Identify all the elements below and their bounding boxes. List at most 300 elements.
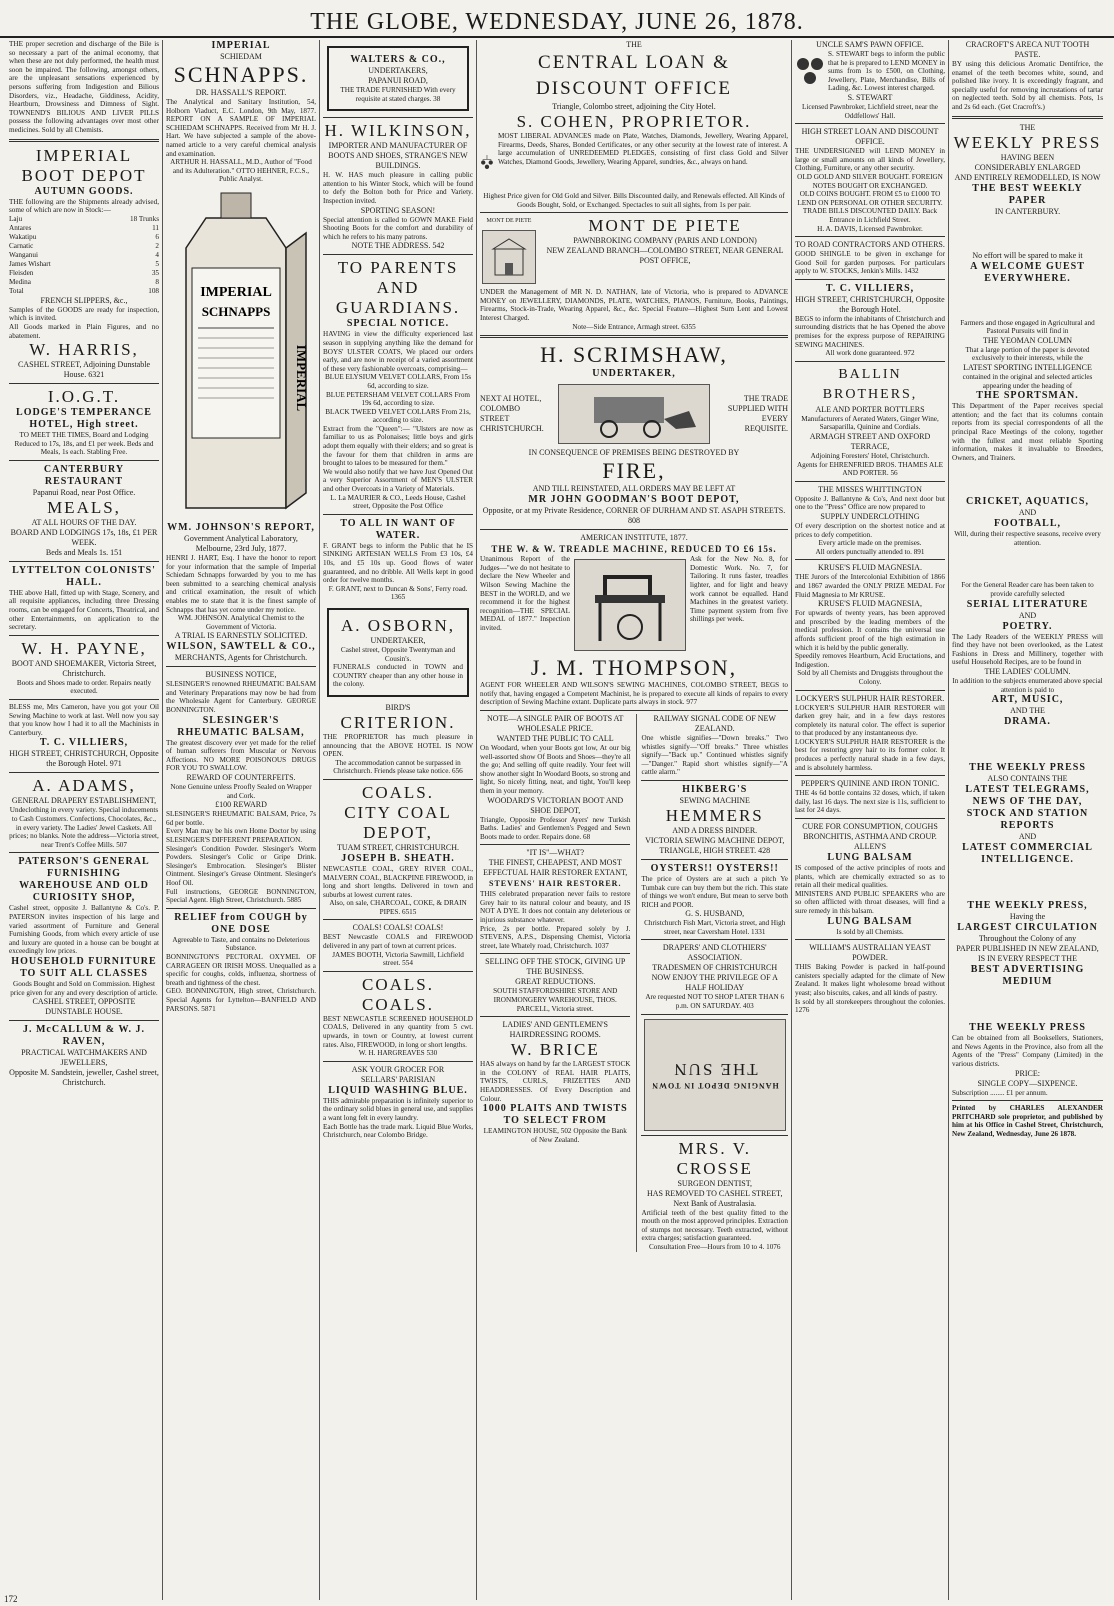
is-it-heading: "IT IS"—WHAT?: [526, 848, 585, 858]
lodge-text: TO MEET THE TIMES, Board and Lodging Reduced to 17s, 18s, and £1 per week. Beds and Meals, 1s each. Stabling Free.: [14, 431, 154, 457]
central-address: Triangle, Colombo street, adjoining the City Hotel.: [552, 102, 716, 111]
mccallum-sub: PRACTICAL WATCHMAKERS AND JEWELLERS,: [21, 1048, 147, 1068]
scrimshaw-sub: UNDERTAKER,: [592, 368, 676, 380]
ballin-heading: BALLIN BROTHERS,: [822, 366, 918, 402]
boot-depot-heading: BOOT DEPOT: [21, 165, 147, 185]
art-music: ART, MUSIC,: [991, 694, 1064, 706]
goodman-heading: MR JOHN GOODMAN'S BOOT DEPOT,: [528, 494, 740, 506]
and-text-3: AND: [1018, 832, 1037, 842]
stock-row: Laju 18 Trunks: [9, 214, 159, 223]
mccallum-heading: J. McCALLUM & W. J. RAVEN,: [22, 1024, 146, 1048]
lung-text: IS composed of the active principles of roots and plants, which are chemically extracted so as to retain all their medical qualities.: [795, 864, 945, 890]
pepper-text: THE 4s 6d bottle contains 32 doses, which, if taken daily, last 16 days. The next size is 11s, sufficient to last for 24 days.: [795, 789, 945, 815]
walters-undertakers: UNDERTAKERS,: [368, 66, 428, 75]
villiers-text-2: BEGS to inform the inhabitants of Christchurch and surrounding districts that he has Opened the above premises for the express purpose of REPAIRING SEWING MACHINES.: [795, 314, 945, 349]
stock-row: Antares 11: [9, 223, 159, 232]
speedily-text: Speedily removes Heartburn, Acid Eructations, and Indigestion.: [795, 652, 945, 669]
stewart-text: S. STEWART begs to inform the public that he is prepared to LEND MONEY in sums from 1s to £500, on Clothing, Jewellery, Plate, Merchandise, Bills of Lading, &c. Lowest interest charged.: [828, 50, 945, 93]
column-7: [949, 40, 1106, 1600]
central-the: THE: [626, 40, 642, 49]
payne-heading: W. H. PAYNE,: [21, 638, 147, 658]
payne-text: Boots and Shoes made to order. Repairs neatly executed.: [16, 678, 152, 696]
hargreaves-sig: W. H. HARGREAVES 530: [358, 1049, 438, 1058]
lockyer-heading: LOCKYER'S SULPHUR HAIR RESTORER.: [795, 693, 945, 703]
thompson-text: AGENT FOR WHEELER AND WILSON'S SEWING MACHINES, COLOMBO STREET, BEGS to notify that, having engaged a Competent Machinist, he is prepared to execute all kinds of repairs to every description of Sewing Machine extant. Duplicate parts always in stock. 977: [480, 681, 788, 707]
liquid-text: THIS admirable preparation is infinitely superior to the ordinary solid blues in general use, and supplies a want long felt in every laundry.: [323, 1096, 473, 1122]
cashel-opposite: CASHEL STREET, OPPOSITE DUNSTABLE HOUSE.: [32, 997, 136, 1017]
stevens-signature: Price, 2s per bottle. Prepared solely by J. STEVENS, A.P.S., Dispensing Chemist, Victoria street, late Whately road, Christchurch. 1037: [480, 924, 631, 950]
weekly-press-3: THE WEEKLY PRESS,: [967, 900, 1088, 912]
stewart-address: Licensed Pawnbroker, Lichfield street, near the Oddfellows' Hall.: [801, 102, 939, 120]
masthead: THE GLOBE, WEDNESDAY, JUNE 26, 1878.: [0, 0, 1114, 38]
column-3: [320, 40, 477, 1600]
criterion-heading: CRITERION.: [340, 712, 456, 732]
drama-heading: DRAMA.: [1004, 716, 1051, 728]
balsam-price: SLESINGER'S RHEUMATIC BALSAM, Price, 7s 6d per bottle.: [166, 810, 316, 827]
column-5: [636, 714, 788, 1252]
hassall-text: The Analytical and Sanitary Institution, 54, Holborn Viaduct, E.C. London, 9th May, 1877. REPORT ON A SAMPLE OF IMPERIAL SCHIEDAM SCHNAPPS. Received from Mr H. J. Hart. We have subjected a sample of the above-named article to a very careful chemical analysis and examination.: [166, 98, 316, 158]
sold-text: Sold by all Chemists and Druggists throughout the Colony.: [797, 669, 943, 686]
walters-heading: WALTERS & CO.,: [350, 54, 446, 65]
woodard-heading: WOODARD'S VICTORIAN BOOT AND SHOE DEPOT,: [487, 795, 624, 815]
nz-branch: NEW ZEALAND BRANCH—COLOMBO STREET, NEAR GENERAL POST OFFICE,: [546, 246, 784, 266]
pepper-heading: PEPPER'S QUININE AND IRON TONIC.: [800, 779, 940, 789]
townsend-ad: THE proper secretion and discharge of the Bile is so necessary a part of the animal economy, that when these are not duly performed, the health must soon be impaired. The following, amongst others, are the unpleasant sensations experienced by persons suffering from Indigestion and Bilious Disorders, viz., Headache, Giddiness, Acidity, Heartburn, Drowsiness and Dimness of Sight. TOWNEND'S BILIOUS AND LIVER PILLS possess the following advantages over most other medicines. Sold by all Chemists.: [9, 40, 159, 134]
obtained-text: Can be obtained from all Booksellers, Stationers, and News Agents in the Province, also from all the Agents of the "Press" Company (Limited) in the various districts.: [952, 1034, 1103, 1068]
home-doctor: Every Man may be his own Home Doctor by using SLESINGER'S DIFFERENT PREPARATION.: [166, 827, 316, 844]
reward-amount: £100 REWARD: [215, 800, 267, 810]
american-institute: AMERICAN INSTITUTE, 1877.: [580, 533, 688, 543]
throughout-colony: Throughout the Colony of any: [978, 934, 1077, 944]
french-slippers: FRENCH SLIPPERS, &c.,: [40, 295, 128, 305]
hanging-depot: HANGING DEPOT IN TOWN: [650, 1080, 779, 1090]
ballin-text: Manufacturers of Aerated Waters, Ginger Wine, Sarsaparilla, Quinine and Cordials.: [801, 414, 939, 432]
printed-by: Printed by CHARLES ALEXANDER PRITCHARD sole proprietor, and published by him at his Office in Cashel Street, Christchurch, New Zealand, Wednesday, June 26 1878.: [952, 1104, 1103, 1138]
reward-heading: REWARD OF COUNTERFEITS.: [186, 773, 296, 783]
mont-heading: MONT DE PIETE: [588, 216, 742, 236]
serial-literature: SERIAL LITERATURE: [966, 598, 1089, 610]
paterson-heading: PATERSON'S GENERAL FURNISHING WAREHOUSE AND OLD CURIOSITY SHOP,: [18, 856, 150, 904]
lockyer-text: LOCKYER'S SULPHUR HAIR RESTORER will darken grey hair, and in a few days restores completely its natural color. The effect is superior to that produced by any instantaneous dye.: [795, 703, 945, 738]
johnson-heading: WM. JOHNSON'S REPORT,: [167, 521, 315, 533]
grocer-text: ASK YOUR GROCER FOR: [351, 1064, 445, 1074]
shipments-text: THE following are the Shipments already advised, some of which are now in Stock:—: [9, 197, 159, 215]
wilkinson-heading: H. WILKINSON,: [324, 121, 472, 141]
drapers-heading: DRAPERS' AND CLOTHIERS' ASSOCIATION.: [662, 943, 767, 963]
johnson-sub: Government Analytical Laboratory, Melbourne, 23rd July, 1877.: [184, 533, 298, 553]
stevens-heading: STEVENS' HAIR RESTORER.: [489, 879, 622, 889]
road-heading: TO ROAD CONTRACTORS AND OTHERS.: [795, 240, 945, 250]
ministers-text: MINISTERS AND PUBLIC SPEAKERS who are so often afflicted with throat diseases, will find a sure remedy in this balsam.: [795, 889, 945, 915]
treadle-block: [480, 555, 788, 655]
water-heading: TO ALL IN WANT OF WATER.: [340, 517, 456, 541]
sportsman-heading: THE SPORTSMAN.: [976, 390, 1079, 402]
samples-text: Samples of the GOODS are ready for inspection, which is invited.: [9, 305, 159, 323]
davis-sig: H. A. DAVIS, Licensed Pawnbroker.: [817, 224, 923, 233]
remodelled-text: AND ENTIRELY REMODELLED, IS NOW: [954, 172, 1101, 182]
all-orders: All orders punctually attended to. 891: [815, 547, 925, 556]
news-heading: NEWS OF THE DAY,: [972, 796, 1083, 808]
cohen-text: MOST LIBERAL ADVANCES made on Plate, Watches, Diamonds, Jewellery, Wearing Apparel, Firearms, Deeds, Shares, Bonded Certificates, or any other security at the lowest rate of interest. A large accumulation of UNREDEEMED PLEDGES, consisting of first class Gold and Silver Watches, Diamond Goods, Jewellery, Wearing Apparel, sundries, &c., always on hand.: [497, 132, 788, 166]
largest-circulation: LARGEST CIRCULATION: [957, 922, 1098, 934]
central-heading: CENTRAL LOAN & DISCOUNT OFFICE: [536, 52, 732, 99]
pectoral-text: BONNINGTON'S PECTORAL OXYMEL OF CARRAGEEN OR IRISH MOSS. Unequalled as a specific for coughs, colds, influenza, shortness of breath and tightness of the chest.: [166, 952, 316, 987]
osborn-box: [327, 608, 469, 697]
football-text: Will, during their respective seasons, receive every attention.: [954, 530, 1101, 547]
sporting-text: Special attention is called to GOWN MAKE Field Shooting Boots for the comfort and durability of which he refers to his many patrons.: [323, 215, 473, 241]
scrimshaw-next: NEXT AI HOTEL, COLOMBO STREET CHRISTCHURCH.: [480, 394, 544, 434]
lung-text-2: Is sold by all Chemists.: [836, 927, 904, 936]
williams-end: Is sold by all storekeepers throughout the colonies. 1276: [795, 997, 945, 1015]
oysters-text: The price of Oysters are at such a pitch Ye Tumbak cure can buy them but the rich. This state of things we won't endure, But mean to serve both RICH and POOR.: [641, 874, 788, 909]
scrimshaw-heading: H. SCRIMSHAW,: [540, 342, 728, 368]
kruse-text: THE Jurors of the Intercolonial Exhibition of 1866 and 1867 awarded the ONLY PRIZE MEDAL For Fluid Magnesia to Mr KRUSE.: [795, 573, 945, 599]
stock-row: Total 108: [9, 286, 159, 295]
columns: [6, 40, 1108, 1600]
sewing-machine-image: [574, 559, 686, 651]
column-1: [6, 40, 163, 1600]
mont-label: MONT DE PIETE: [486, 218, 532, 225]
brice-heading: W. BRICE: [510, 1040, 600, 1060]
bottle-label-1: IMPERIAL: [200, 284, 272, 300]
bottle-label-2: SCHNAPPS: [201, 303, 271, 319]
stock-row: James Wishart 5: [9, 259, 159, 268]
kruse-heading-2: KRUSE'S FLUID MAGNESIA,: [818, 599, 922, 609]
not-shop: Are requested NOT TO SHOP LATER THAN 6 p.m. ON SATURDAY. 403: [645, 993, 785, 1011]
booth-sig: JAMES BOOTH, Victoria Sawmill, Lichfield street. 554: [332, 950, 464, 968]
blue-collars: BLUE ELYSIUM VELVET COLLARS, From 15s 6d, according to size.: [324, 373, 472, 390]
south-staffordshire: SOUTH STAFFORDSHIRE STORE AND IRONMONGERY WAREHOUSE, THOS. PARCELL, Victoria street.: [493, 987, 618, 1013]
boots-poem: On Woodard, when your Boots got low, At our big well-assorted show Of Boots and Shoes—they're all the go; And selling off quite readily. Your feet will show another sight In Woodard Boots, so strong and light, So nicely fitting, neat, and tight, You'll keep them in your memory.: [480, 743, 631, 795]
mont-address: Note—Side Entrance, Armagh street. 6355: [572, 322, 696, 331]
oysters-heading: OYSTERS!! OYSTERS!!: [650, 862, 779, 874]
liquid-blue: LIQUID WASHING BLUE.: [328, 1084, 468, 1096]
mont-block: [480, 216, 788, 288]
weekly-press-2: THE WEEKLY PRESS: [969, 762, 1086, 774]
goodman-address: Opposite, or at my Private Residence, CORNER OF DURHAM AND ST. ASAPH STREETS. 808: [482, 506, 786, 526]
every-respect: IS IN EVERY RESPECT THE: [978, 954, 1077, 964]
best-coals: BEST Newcastle COALS and FIREWOOD delivered in any part of town at current prices.: [323, 933, 473, 951]
removed-text: HAS REMOVED TO CASHEL STREET, Next Bank of Australasia.: [646, 1188, 783, 1208]
mont-building-image: [482, 230, 536, 284]
hikberg-sewing: SEWING MACHINE: [679, 795, 750, 805]
villiers-address: HIGH STREET, CHRISTCHURCH, Opposite the Borough Hotel. 971: [9, 749, 159, 769]
poetry-heading: POETRY.: [1002, 620, 1053, 632]
surgeon-dentist: SURGEON DENTIST,: [677, 1178, 752, 1188]
husband-address: Christchurch Fish Mart, Victoria street, and High street, near Caversham Hotel. 1331: [644, 919, 786, 936]
coals-heading-2: COALS! COALS! COALS!: [352, 923, 444, 933]
parents-text: HAVING in view the difficulty experienced last season in supplying anything like the demand for BOYS' ULSTER COATS, We placed our orders early, and are now in receipt of a varied assortment of these very fashionable overcoats, comprising—: [323, 330, 473, 373]
sporting-season: SPORTING SEASON!: [360, 205, 436, 215]
yeoman-text: That a large portion of the paper is devoted exclusively to their interests, while the: [965, 345, 1090, 363]
judges-report: Unanimous Report of the Judges—"we do not hesitate to declare the New Wheeler and Wilson Sewing Machine the BEST in the WORLD, and we recommend it for the highest recognition—THE SPECIAL MEDAL of 1877." Inspection invited.: [480, 555, 570, 632]
lodge-heading: LODGE'S TEMPERANCE HOTEL, High street.: [16, 407, 152, 431]
relief-heading: RELIEF from COUGH by ONE DOSE: [174, 911, 308, 935]
wilson-heading: WILSON, SAWTELL & CO.,: [166, 641, 316, 653]
villiers-text: BLESS me, Mrs Cameron, have you got your Oil Sewing Machine to work at last. Well now you say that you know how I had it to all the Machinists in Canterbury.: [9, 703, 159, 737]
business-notice: BUSINESS NOTICE,: [205, 670, 277, 680]
newcastle-coal: NEWCASTLE COAL, GREY RIVER COAL, MALVERN COAL, BLACKPINE FIREWOOD, in long and short lengths. Delivered in town and suburbs at lowest current rates.: [323, 864, 473, 899]
weekly-press-heading: WEEKLY PRESS: [953, 132, 1102, 152]
page-number: 172: [4, 1594, 18, 1604]
ehrenfried-agents: Agents for EHRENFRIED BROS. THAMES ALE AND PORTER. 56: [796, 460, 944, 478]
subscription-text: Subscription ........ £1 per annum.: [952, 1088, 1048, 1097]
armagh-street: ARMAGH STREET AND OXFORD TERRACE,: [809, 432, 931, 452]
consultation-text: Consultation Free—Hours from 10 to 4. 1076: [648, 1243, 781, 1252]
villiers-heading-2: T. C. VILLIERS,: [825, 282, 915, 294]
grant-sig: F. GRANT, next to Duncan & Sons', Ferry road. 1365: [328, 584, 468, 602]
husband-heading: G. S. HUSBAND,: [685, 909, 745, 919]
payne-sub: BOOT AND SHOEMAKER, Victoria Street, Christchurch.: [11, 658, 157, 678]
villiers-heading: T. C. VILLIERS,: [39, 737, 129, 749]
mens-ulsters: We would also notify that we have Just Opened Out a very Superior Assortment of MEN'S ULSTER and other Overcoats in a Variety of Materials.: [323, 467, 473, 494]
villiers-address-2: HIGH STREET, CHRISTCHURCH, Opposite the Borough Hotel.: [795, 294, 945, 314]
hemmers-heading: HEMMERS: [665, 805, 764, 825]
hikberg-heading: HIKBERG'S: [682, 783, 748, 795]
cure-heading: CURE FOR CONSUMPTION, COUGHS BRONCHITIS, ASTHMA AND CROUP.: [802, 822, 938, 842]
wilkinson-text: H. W. HAS much pleasure in calling public attention to his Winter Stock, which will be found to defy the Bolton both for Price and Variety. Inspection invited.: [323, 171, 473, 205]
walters-papanui: PAPANUI ROAD,: [368, 76, 428, 85]
cohen-end: Highest Price given for Old Gold and Silver. Bills Discounted daily, and Renewals effected. All Kinds of Goods Bought, Sold, or Exchanged. Spectacles to suit all sights, from 1s per pair.: [483, 192, 785, 209]
slesinger-products: Slesinger's Condition Powder. Slesinger's Worm Powders. Slesinger's Colic or Gripe Drink. Slesinger's Embrocation. Slesinger's Blister Ointment. Slesinger's Grease Ointment. Slesinger's Hoof Oil.: [166, 844, 316, 887]
hassall-signature: ARTHUR H. HASSALL, M.D., Author of "Food and its Adulteration." OTTO HEHNER, F.C.S., Public Analyst.: [170, 158, 312, 184]
adams-text: Undeclothing in every variety. Special inducements to Cash Customers. Confections, Chocolates, &c., in every variety. The Ladies' Jewel Caskets. All prices; no blanks. Note the address—Victoria street, near Trent's Coffee Mills. 507: [9, 806, 159, 849]
kruse-heading: KRUSE'S FLUID MAGNESIA.: [818, 563, 922, 573]
stevens-text: THIS celebrated preparation never fails to restore Grey hair to its natural colour and beauty, and IS NOT A DYE. It does not contain any deleterious or injurious substance whatever.: [480, 890, 631, 925]
reinstated-text: AND TILL REINSTATED, ALL ORDERS MAY BE LEFT AT: [532, 484, 736, 494]
balsam-text: The greatest discovery ever yet made for the relief of human sufferers from Muscular or Nervous Affections. NO MORE POISONOUS DRUGS FOR YOU TO SWALLOW.: [166, 738, 316, 773]
walters-trade: THE TRADE FURNISHED With every requisite at stated charges. 38: [340, 86, 456, 103]
ask-text: Ask for the New No. 8, for Domestic Work. No. 7, for Tailoring. It runs faster, treadles lighter, and for light and heavy work cannot be equalled. Hand Machines in the greatest variety. Time payment system from five shillings per week.: [690, 555, 788, 624]
and-the: AND THE: [1010, 706, 1045, 716]
stock-list: [9, 215, 159, 296]
schnapps-schiedam: SCHIEDAM: [220, 52, 262, 61]
blue-works: Each Bottle has the trade mark. Liquid Blue Works, Christchurch, near Colombo Bridge.: [323, 1122, 473, 1140]
osborn-heading: A. OSBORN,: [341, 615, 455, 635]
funerals-text: FUNERALS conducted in TOWN and COUNTRY cheaper than any other house in the colony.: [333, 663, 463, 689]
telegrams-heading: LATEST TELEGRAMS,: [965, 784, 1090, 796]
stock-station: STOCK AND STATION REPORTS: [966, 808, 1089, 832]
plaits-heading: 1000 PLAITS AND TWISTS TO SELECT FROM: [482, 1103, 628, 1127]
full-instructions: Full instructions, GEORGE BONNINGTON, Special Agent. High Street, Christchurch. 5885: [166, 887, 316, 905]
sellars-heading: SELLARS' PARISIAN: [360, 1074, 436, 1084]
pectoral-signature: GEO. BONNINGTON, High street, Christchurch. Special Agents for Lyttelton—BANFIELD AND PARSONS. 5871: [166, 987, 316, 1013]
harris-heading: W. HARRIS,: [29, 340, 139, 360]
adams-sub: GENERAL DRAPERY ESTABLISHMENT,: [11, 796, 157, 806]
cohen-heading: S. COHEN, PROPRIETOR.: [516, 112, 752, 131]
note-address: NOTE THE ADDRESS. 542: [351, 241, 445, 251]
mccallum-address: Opposite M. Sandstein, jeweller, Cashel street, Christchurch.: [9, 1068, 159, 1088]
bottle-side-label: IMPERIAL: [294, 344, 309, 412]
schnapps-imperial: IMPERIAL: [211, 40, 271, 51]
shingle-text: GOOD SHINGLE to be given in exchange for Good Soil for garden purposes. For particulars apply to W. STOCKS, Jenkin's Mills. 1432: [795, 250, 945, 276]
special-notice: SPECIAL NOTICE.: [346, 318, 450, 330]
ladies-text: The Lady Readers of the WEEKLY PRESS will find they have not been overlooked, as the Latest Fashions in Dress and Millinery, together with useful Household Recipes, are to be found in: [952, 632, 1103, 667]
weekly-press-4: THE WEEKLY PRESS: [969, 1022, 1086, 1034]
queen-extract: Extract from the "Queen":— "Ulsters are now as familiar to us as Polonaises; little boys and girls adopt them equally with their elders; and so great is the favour for them that children in arms are brought to taloes to be measured for them.": [323, 424, 473, 468]
crosse-heading: MRS. V. CROSSE: [676, 1138, 753, 1178]
trial-text: A TRIAL IS EARNESTLY SOLICITED.: [174, 631, 308, 641]
also-contains: ALSO CONTAINS THE: [987, 774, 1068, 784]
adams-heading: A. ADAMS,: [32, 776, 136, 796]
osborn-sub: UNDERTAKER,: [370, 635, 426, 645]
every-article: Every article made on the premises.: [818, 539, 922, 548]
scrimshaw-block: [480, 380, 788, 448]
finest-heading: THE FINEST, CHEAPEST, AND MOST EFFECTUAL HAIR RESTORER EXTANT,: [483, 858, 628, 878]
high-loan-heading: HIGH STREET LOAN AND DISCOUNT OFFICE.: [801, 127, 939, 147]
imperial-heading: IMPERIAL: [35, 145, 133, 165]
stewart-heading: S. STEWART: [847, 92, 893, 102]
charcoal-text: Also, on sale, CHARCOAL, COKE, & DRAIN PIPES. 6515: [329, 899, 467, 916]
birds-heading: BIRD'S: [385, 702, 411, 712]
household-heading: HOUSEHOLD FURNITURE TO SUIT ALL CLASSES: [11, 955, 157, 979]
supply-text: Of every description on the shortest notice and at prices to defy competition.: [795, 522, 945, 539]
merchants-text: MERCHANTS, Agents for Christchurch.: [174, 653, 308, 663]
foresters-text: Adjoining Foresters' Hotel, Christchurch.: [810, 452, 930, 461]
stock-row: Fleisden 35: [9, 268, 159, 277]
osborn-address: Cashel street, Opposite Twentyman and Cousin's.: [340, 645, 456, 663]
tradesmen-heading: TRADESMEN OF CHRISTCHURCH: [652, 963, 778, 973]
woodard-address: Triangle, Opposite Professor Ayers' new Turkish Baths. Ladies' and Gentlemen's Pegged and Sewn Boots made to order. Repairs done. 68: [480, 815, 631, 841]
balsam-heading: SLESINGER'S RHEUMATIC BALSAM,: [177, 714, 305, 738]
price-heading: PRICE:: [1015, 1068, 1040, 1078]
best-weekly: THE BEST WEEKLY PAPER: [972, 182, 1083, 206]
ballin-sub: ALE AND PORTER BOTTLERS: [815, 404, 925, 414]
williams-text: THIS Baking Powder is packed in half-pound canisters specially adapted for the climate of New Zealand. It makes light wholesome bread without yeast; also biscuits, cakes, and all kinds of pastry.: [795, 963, 945, 997]
railway-text: One whistle signifies—"Down breaks." Two whistles signify—"Off breaks." Three whistles signify—"Back up." Continued whistles signify—"Danger." Rapid short whistles signify—"A cattle alarm.": [641, 733, 788, 777]
paterson-text: Cashel street, opposite J. Ballantyne & Co's. P. PATERSON invites inspection of his large and varied assortment of Furniture and General Furnishing Goods, from which every article of use and luxury are quoted in a house can be bought at exceedingly low prices.: [9, 904, 159, 956]
accommodation-text: The accommodation cannot be surpassed in Christchurch. Friends please take notice. 656: [333, 758, 463, 776]
stock-row: Wanganui 4: [9, 250, 159, 259]
stock-row: Carnatic 2: [9, 241, 159, 250]
leamington-house: LEAMINGTON HOUSE, 502 Opposite the Bank of New Zealand.: [483, 1127, 627, 1144]
farmers-text: Farmers and those engaged in Agricultural and Pastoral Pursuits will find in: [960, 318, 1095, 336]
half-holiday: NOW ENJOY THE PRIVILEGE OF A HALF HOLIDAY: [651, 973, 778, 993]
column-6: [792, 40, 949, 1600]
black-tweed: BLACK TWEED VELVET COLLARS From 21s, according to size.: [325, 407, 471, 425]
areca-text: BY using this delicious Aromatic Dentifrice, the enamel of the teeth becomes white, sound, and polished like ivory. It is exceedingly fragrant, and specially useful for removing incrustations of tartar on neglected teeth. Sold by all chemists. Pots, 1s and 2s 6d each. (Get Cracroft's.): [952, 60, 1103, 111]
mont-illustration: [480, 216, 538, 288]
football-heading: FOOTBALL,: [993, 518, 1062, 530]
sheath-heading: JOSEPH B. SHEATH.: [341, 852, 455, 864]
stock-row: Medina 8: [9, 277, 159, 286]
dept-text: This Department of the Paper receives special attention; and the fact that its columns contain reports from its special correspondents of all the principal Race Meetings of the colony, together with the fullest and most reliable Sporting information, makes it invaluable to Breeders, Owners, and Trainers.: [952, 402, 1103, 462]
old-gold: OLD GOLD AND SILVER BOUGHT. FOREIGN NOTES BOUGHT OR EXCHANGED.: [797, 172, 943, 190]
undersigned-text: THE UNDERSIGNED will LEND MONEY in large or small amounts on all kinds of Jewellery, Clothing, Furniture, or any other security.: [795, 147, 945, 173]
board-text: BOARD AND LODGINGS 17s, 18s, £1 PER WEEK.: [10, 527, 158, 547]
pawnbroking-sub: PAWNBROKING COMPANY (PARIS AND LONDON): [573, 236, 757, 246]
johnson-text: HENRI J. HART, Esq. I have the honor to report for your information that the sample of Imperial Schiedam Schnapps forwarded by you to me has been submitted to a searching chemical analysis and critical examination, the result of which enables me to state that it is the finest sample of Schnapps that has yet come under my notice.: [166, 553, 316, 614]
enlarged-text: CONSIDERABLY ENLARGED: [974, 162, 1081, 172]
parents-heading: TO PARENTS AND GUARDIANS.: [335, 258, 461, 318]
victoria-depot: VICTORIA SEWING MACHINE DEPOT, TRIANGLE, HIGH STREET. 428: [645, 835, 785, 855]
hours-text: AT ALL HOURS OF THE DAY.: [31, 517, 137, 527]
coals-heading: COALS.: [362, 782, 434, 802]
stewart-block: [795, 50, 945, 93]
best-newcastle: BEST NEWCASTLE SCREENED HOUSEHOLD COALS, Delivered in any quantity from 5 cwt. upwards, in town or Country, at lowest current rates. Also, FIREWOOD, in long or short lengths.: [323, 1014, 473, 1049]
in-canterbury: IN CANTERBURY.: [994, 206, 1061, 216]
coals-heading-3: COALS. COALS.: [362, 974, 434, 1014]
yeoman-column: THE YEOMAN COLUMN: [982, 335, 1073, 345]
areca-heading: CRACROFT'S ARECA NUT TOOTH PASTE.: [965, 40, 1090, 59]
dress-binder: AND A DRESS BINDER.: [672, 825, 758, 835]
wanted-heading: WANTED THE PUBLIC TO CALL: [496, 733, 614, 743]
water-text: F. GRANT begs to inform the Public that he IS SINKING ARTESIAN WELLS From £3 10s, £4 10s, and £5 10s up. Good flows of water guaranteed, and no dribble. All Wells kept in good order for twelve months.: [323, 541, 473, 585]
note-boots: NOTE—A SINGLE PAIR OF BOOTS AT WHOLESALE PRICE.: [487, 713, 624, 733]
schnapps-heading: SCHNAPPS.: [173, 62, 309, 87]
pawn-balls-icon: [480, 132, 494, 192]
whittington-heading: THE MISSES WHITTINGTON: [818, 484, 922, 494]
lung-balsam-heading: LUNG BALSAM: [827, 852, 913, 864]
col4-split: [480, 714, 788, 1252]
papanui-road: Papanui Road, near Post Office.: [32, 487, 136, 497]
whittington-text: Opposite J. Ballantyne & Co's, And next door but one to the "Press" Office are now prepared to: [795, 494, 945, 512]
wilkinson-sub: IMPORTER AND MANUFACTURER OF BOOTS AND SHOES, STRANGE'S NEW BUILDINGS.: [328, 141, 468, 171]
tuam-street: TUAM STREET, CHRISTCHURCH.: [336, 842, 460, 852]
thompson-heading: J. M. THOMPSON,: [530, 655, 738, 681]
coal-depot-heading: CITY COAL DEPOT,: [344, 802, 452, 842]
and-text-2: AND: [1018, 610, 1037, 620]
column-4: [477, 40, 792, 1600]
cricket-heading: CRICKET, AQUATICS,: [966, 496, 1089, 508]
latest-sporting: LATEST SPORTING INTELLIGENCE: [963, 362, 1092, 372]
single-copy: SINGLE COPY—SIXPENCE.: [977, 1078, 1078, 1088]
inverted-advert-block: [644, 1019, 786, 1131]
paper-published: PAPER PUBLISHED IN NEW ZEALAND,: [956, 944, 1099, 954]
treadle-heading: THE W. & W. TREADLE MACHINE, REDUCED TO £6 15s.: [491, 544, 777, 555]
lyttelton-text: THE above Hall, fitted up with Stage, Scenery, and all requisite appliances, including three Dressing rooms, can be engaged for Concerts, Theatrical, and other Entertainments, on application to the secretary.: [9, 588, 159, 632]
hassall-heading: DR. HASSALL'S REPORT.: [195, 88, 287, 97]
lamaurier-sig: L. La MAURIER & CO., Leeds House, Cashel street, Opposite the Post Office: [330, 493, 466, 511]
selling-heading: SELLING OFF THE STOCK, GIVING UP THE BUSINESS.: [485, 957, 626, 977]
relief-text: Agreeable to Taste, and contains no Deleterious Substance.: [172, 935, 310, 953]
mont-text: UNDER the Management of MR N. D. NATHAN, late of Victoria, who is prepared to ADVANCE MONEY on JEWELLERY, DIAMONDS, PLATE, WATCHES, PIANOS, Furniture, Books, Paintings, Firearms, Stock-in-Trade, Wearing Apparel, &c., &c. Special Feature—Highest Sum Lent and Lowest Interest Charged.: [480, 288, 788, 322]
ladies-column: THE LADIES' COLUMN.: [984, 667, 1071, 677]
welcome-guest: A WELCOME GUEST EVERYWHERE.: [970, 260, 1085, 284]
no-effort: No effort will be spared to make it: [972, 250, 1083, 260]
kruse-text-2: For upwards of twenty years, has been approved and prescribed by the leading members of the medical profession. It contains the universal use affords sufficient proof of the high estimation in which it is held by the public generally.: [795, 609, 945, 652]
lyttelton-hall: LYTTELTON COLONISTS' HALL.: [12, 564, 156, 588]
railway-heading: RAILWAY SIGNAL CODE OF NEW ZEALAND.: [653, 713, 776, 733]
stock-row: Wakatipu 6: [9, 232, 159, 241]
having-been: HAVING BEEN: [1000, 152, 1055, 162]
column-2: [163, 40, 320, 1600]
supply-heading: SUPPLY UNDERCLOTHING: [820, 512, 920, 521]
walters-box: [327, 46, 469, 111]
johnson-signature: WM. JOHNSON. Analytical Chemist to the Government of Victoria.: [177, 614, 305, 631]
household-text: Goods Bought and Sold on Commission. Highest price given for any and every description of article.: [10, 979, 158, 997]
harris-address: CASHEL STREET, Adjoining Dunstable House. 6321: [18, 360, 150, 380]
cohen-block: [480, 132, 788, 192]
all-goods-text: All Goods marked in Plain Figures, and no abatement.: [9, 322, 159, 340]
uncle-sam-heading: UNCLE SAM'S PAWN OFFICE.: [816, 40, 924, 49]
canterbury-restaurant: CANTERBURY RESTAURANT: [43, 463, 125, 487]
all-work: All work done guaranteed. 972: [825, 349, 915, 358]
reward-text: None Genuine unless Proofly Sealed on Wrapper and Cork.: [170, 783, 312, 800]
sporting-text-2: contained in the original and selected articles appearing under the heading of: [962, 372, 1093, 390]
and-text: AND: [1018, 508, 1037, 518]
criterion-text: THE PROPRIETOR has much pleasure in announcing that the ABOVE HOTEL IS NOW OPEN.: [323, 732, 473, 759]
meals-heading: MEALS,: [47, 497, 121, 517]
blue-petersham: BLUE PETERSHAM VELVET COLLARS From 19s 6d, according to size.: [325, 390, 471, 408]
hearse-image: [558, 384, 710, 444]
addition-text: In addition to the subjects enumerated above special attention is paid to: [952, 677, 1103, 694]
fire-heading: FIRE,: [602, 458, 666, 484]
sun-heading: THE SUN: [672, 1059, 758, 1079]
consequence-text: IN CONSEQUENCE OF PREMISES BEING DESTROYED BY: [528, 448, 740, 458]
teeth-text: Artificial teeth of the best quality fitted to the mouth on the most approved principles. Extraction of stumps not necessary. Teeth extracted, without extra charges; satisfaction guaranteed.: [641, 1208, 788, 1243]
pawn-balls-icon: [795, 50, 825, 90]
